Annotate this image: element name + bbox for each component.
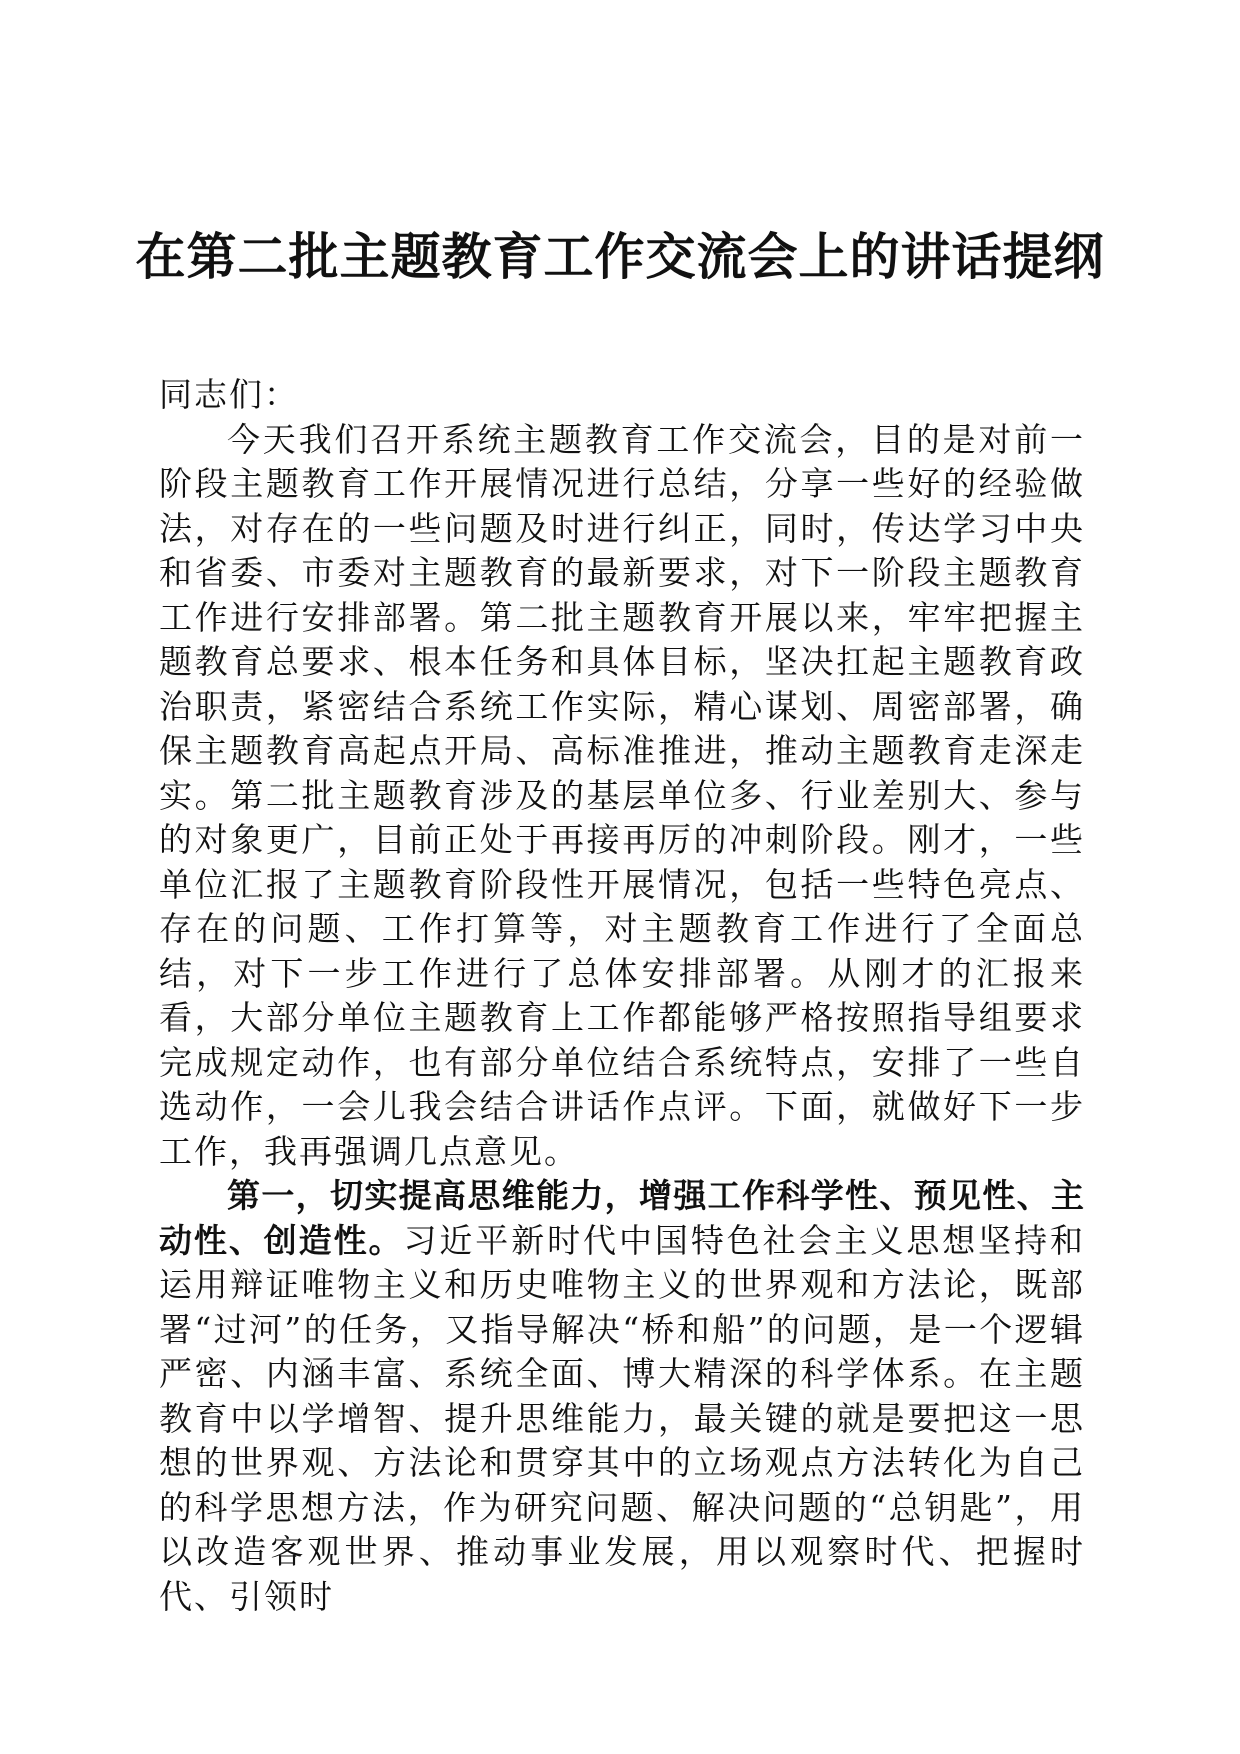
paragraph-section-1 bbox=[159, 1174, 1085, 1619]
document-body bbox=[159, 373, 1085, 1619]
salutation: 同志们： bbox=[159, 375, 299, 414]
section-1-body: 习近平新时代中国特色社会主义思想坚持和运用辩证唯物主义和历史唯物主义的世界观和方法论，既部署“过河”的任务，又指导解决“桥和船”的问题，是一个逻辑严密、内涵丰富、系统全面、博大精深的科学体系。在主题教育中以学增智、提升思维能力，最关键的就是要把这一思想的世界观、方法论和贯穿其中的立场观点方法转化为自己的科学思想方法，作为研究问题、解决问题的“总钥匙”，用以改造客观世界、推动事业发展，用以观察时代、把握时代、引领时 bbox=[159, 1220, 1086, 1616]
paragraph-intro: 今天我们召开系统主题教育工作交流会，目的是对前一阶段主题教育工作开展情况进行总结，分享一些好的经验做法，对存在的一些问题及时进行纠正，同时，传达学习中央和省委、市委对主题教育的最新要求，对下一阶段主题教育工作进行安排部署。第二批主题教育开展以来，牢牢把握主题教育总要求、根本任务和具体目标，坚决扛起主题教育政治职责，紧密结合系统工作实际，精心谋划、周密部署，确保主题教育高起点开局、高标准推进，推动主题教育走深走实。第二批主题教育涉及的基层单位多、行业差别大、参与的对象更广，目前正处于再接再厉的冲刺阶段。刚才，一些单位汇报了主题教育阶段性开展情况，包括一些特色亮点、存在的问题、工作打算等，对主题教育工作进行了全面总结，对下一步工作进行了总体安排部署。从刚才的汇报来看，大部分单位主题教育上工作都能够严格按照指导组要求完成规定动作，也有部分单位结合系统特点，安排了一些自选动作，一会儿我会结合讲话作点评。下面，就做好下一步工作，我再强调几点意见。 bbox=[159, 419, 1085, 1171]
document-title: 在第二批主题教育工作交流会上的讲话提纲 bbox=[135, 227, 1105, 286]
section-1-heading: 第一，切实提高思维能力，增强工作科学性、预见性、主动性、创造性。 bbox=[159, 1176, 1085, 1260]
